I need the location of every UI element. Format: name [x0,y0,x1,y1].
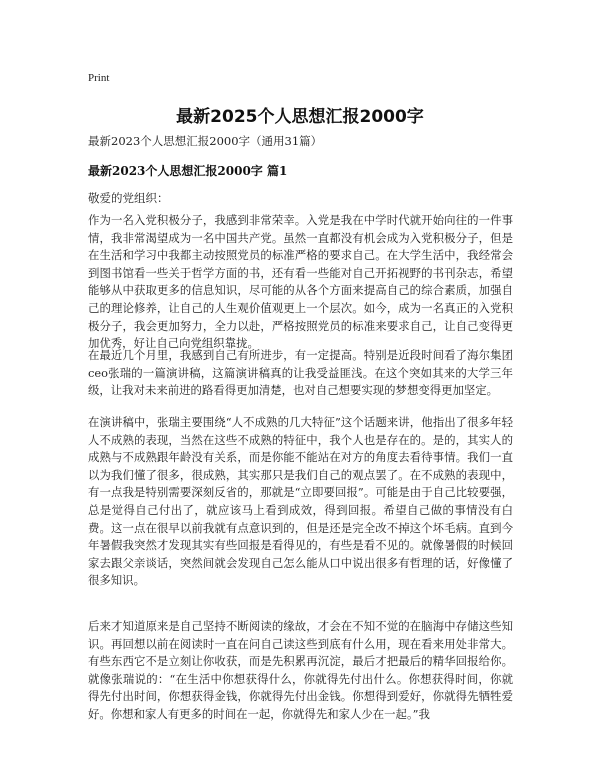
paragraph-2: 在最近几个月里，我感到自己有所进步，有一定提高。特别是近段时间看了海尔集团ceo张瑞的一篇演讲稿，这篇演讲稿真的让我受益匪浅。在这个突如其来的大学三年级，让我对未来前进的路看得更加清楚，也对自己想要实现的梦想变得更加坚定。 [88,348,513,398]
salutation: 敬爱的党组织： [88,191,169,205]
document-subtitle: 最新2023个人思想汇报2000字（通用31篇） [88,134,323,148]
paragraph-3: 在演讲稿中，张瑞主要围绕“人不成熟的几大特征”这个话题来讲，他指出了很多年轻人不成熟的表现，当然在这些不成熟的特征中，我个人也是存在的。是的，其实人的成熟与不成熟跟年龄没有关系，而是你能不能站在对方的角度去看待事情。我们一直以为我们懂了很多，很成熟，其实那只是我们自己的观点罢了。在不成熟的表现中，有一点我是特别需要深刻反省的，那就是“立即要回报”。可能是由于自己比较要强，总是觉得自己付出了，就应该马上看到成效，得到回报。希望自己做的事情没有白费。这一点在很早以前我就有点意识到的，但是还是完全改不掉这个坏毛病。直到今年暑假我突然才发现其实有些回报是看得见的，有些是看不见的。就像暑假的时候回家去跟父亲谈话，突然间就会发现自己怎么能从口中说出很多有哲理的话，好像懂了很多知识。 [88,415,513,588]
print-label: Print [88,72,110,84]
section-heading: 最新2023个人思想汇报2000字 篇1 [88,164,288,178]
paragraph-4: 后来才知道原来是自己坚持不断阅读的缘故，才会在不知不觉的在脑海中存储这些知识。再回想以前在阅读时一直在问自己读这些到底有什么用，现在看来用处非常大。有些东西它不是立刻让你收获，而是先积累再沉淀，最后才把最后的精华回报给你。就像张瑞说的：“在生活中你想获得什么，你就得先付出什么。你想获得时间，你就得先付出时间，你想获得金钱，你就得先付出金钱。你想得到爱好，你就得先牺牲爱好。你想和家人有更多的时间在一起，你就得先和家人少在一起。”我 [88,619,513,721]
paragraph-1: 作为一名入党积极分子，我感到非常荣幸。入党是我在中学时代就开始向往的一件事情，我非常渴望成为一名中国共产党。虽然一直都没有机会成为入党积极分子，但是在生活和学习中我都主动按照党员的标准严格的要求自己。在大学生活中，我经常会到图书馆看一些关于哲学方面的书，还有看一些能对自己开拓视野的书刊杂志，希望能够从中获取更多的信息知识，尽可能的从各个方面来提高自己的综合素质，加强自己的理论修养，让自己的人生观价值观更上一个层次。如今，成为一名真正的入党积极分子，我会更加努力，全力以赴，严格按照党员的标准来要求自己，让自己变得更加优秀，好让自己向党组织靠拢。 [88,213,513,351]
page-title: 最新2025个人思想汇报2000字 [176,107,424,127]
